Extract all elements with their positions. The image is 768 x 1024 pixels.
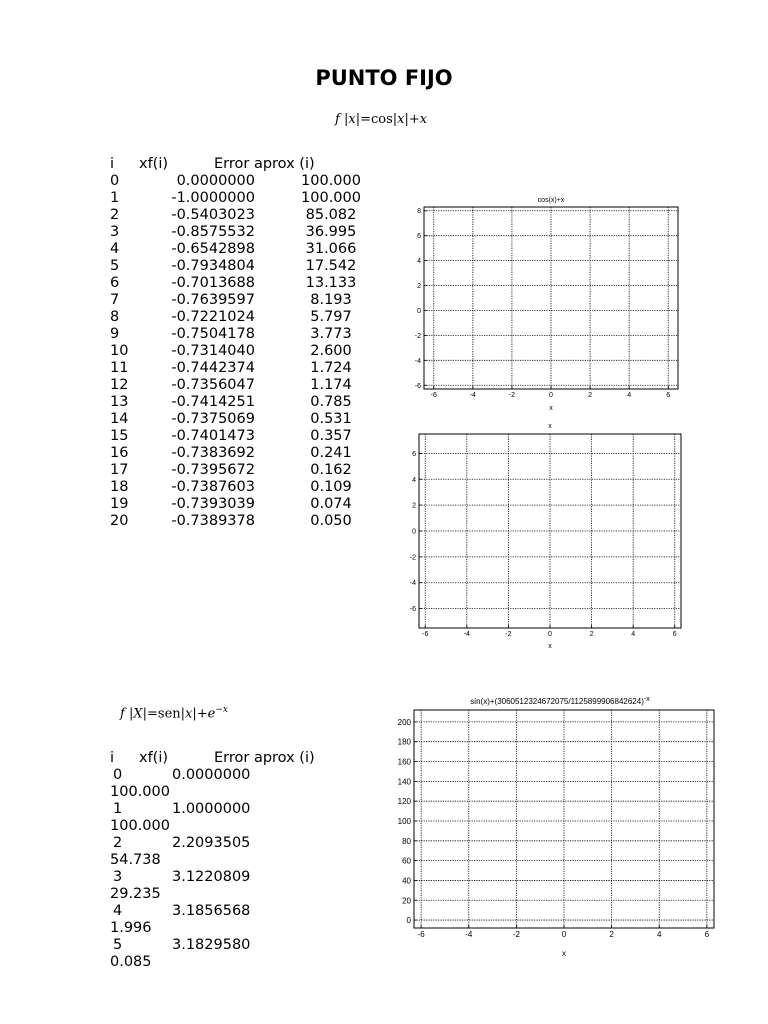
x-tick-label: 4 (627, 392, 632, 399)
cell-error: 0.357 (310, 428, 352, 444)
cell-xf: -1.0000000 (171, 190, 255, 206)
cell-error: 0.531 (310, 411, 352, 427)
formula2-eq: =sen (147, 706, 181, 722)
cell-i: 1 (113, 801, 123, 817)
table2-header (110, 750, 380, 767)
x-tick-label: -6 (430, 392, 437, 399)
table-row (110, 292, 380, 309)
cell-xf: -0.6542898 (171, 241, 255, 257)
formula2-exp: −x (215, 705, 228, 715)
cell-xf: -0.7934804 (171, 258, 255, 274)
x-tick-label: 2 (588, 392, 593, 399)
y-tick-label: 180 (397, 737, 411, 747)
cell-error: 100.000 (301, 173, 361, 189)
y-tick-label: 4 (417, 258, 421, 266)
cell-i: 20 (110, 513, 129, 529)
y-tick-label: 0 (406, 916, 411, 926)
table-row (110, 173, 380, 190)
cell-i: 3 (110, 224, 120, 240)
cell-error: 0.085 (110, 954, 152, 970)
x-tick-label: 0 (561, 930, 567, 939)
y-tick-label: -4 (409, 580, 416, 588)
cell-xf: -0.7383692 (171, 445, 255, 461)
header-error: Error aprox (i) (214, 156, 315, 172)
y-tick-label: 40 (402, 876, 411, 886)
cell-error: 1.724 (310, 360, 352, 376)
formula-sen: f $|X|=sen|x|+e^{-x}$ (120, 705, 228, 722)
table-row (110, 462, 380, 479)
cell-error: 0.050 (310, 513, 352, 529)
table-header (110, 156, 380, 173)
cell-i: 13 (110, 394, 129, 410)
cell-xf: 2.2093505 (172, 835, 251, 851)
cell-i: 2 (113, 835, 123, 851)
cell-xf: -0.7393039 (171, 496, 255, 512)
chart-title: sin(x)+(3060512324672075/1125899906842624)-x (470, 696, 650, 706)
cell-xf: -0.7395672 (171, 462, 255, 478)
header2-error: Error aprox (i) (214, 750, 315, 766)
x-tick-label: -6 (422, 631, 429, 638)
cell-i: 15 (110, 428, 129, 444)
y-tick-label: -6 (414, 382, 421, 390)
cell-i: 0 (110, 173, 120, 189)
y-tick-label: 100 (397, 816, 411, 826)
cell-i: 6 (110, 275, 120, 291)
cell-i: 8 (110, 309, 120, 325)
cell-xf: -0.7314040 (171, 343, 255, 359)
cell-i: 3 (113, 869, 123, 885)
formula2-var: X (133, 706, 143, 722)
y-tick-label: -6 (409, 606, 416, 614)
table-row (110, 835, 380, 852)
cell-error: 8.193 (310, 292, 352, 308)
cell-error: 0.785 (310, 394, 352, 410)
x-tick-label: 2 (589, 631, 594, 638)
cell-i: 4 (110, 241, 120, 257)
cell-error: 31.066 (305, 241, 357, 257)
formula2-arg: x (185, 706, 193, 722)
cell-error: 100.000 (110, 818, 170, 834)
header-i: i (110, 156, 115, 172)
x-tick-label: -4 (465, 930, 473, 939)
x-tick-label: -4 (463, 631, 470, 638)
cell-i: 5 (110, 258, 120, 274)
table-cos (110, 156, 380, 530)
table-row-continuation (110, 920, 380, 937)
cell-error: 17.542 (305, 258, 357, 274)
table-row (110, 937, 380, 954)
formula-lhs: f (335, 112, 340, 127)
header2-xf: xf(i) (139, 750, 169, 766)
y-tick-label: 8 (417, 208, 421, 216)
x-tick-label: 6 (666, 392, 671, 399)
cell-i: 17 (110, 462, 129, 478)
y-tick-label: 0 (412, 528, 416, 536)
cell-xf: -0.8575532 (171, 224, 255, 240)
y-tick-label: 6 (417, 233, 421, 241)
table-row (110, 496, 380, 513)
cell-i: 2 (110, 207, 120, 223)
formula2-lhs: f (120, 706, 125, 722)
cell-xf: -0.7442374 (171, 360, 255, 376)
y-tick-label: 140 (397, 777, 411, 787)
table-row (110, 343, 380, 360)
y-tick-label: 160 (397, 757, 411, 767)
cell-xf: -0.7414251 (171, 394, 255, 410)
cell-error: 1.996 (110, 920, 152, 936)
cell-i: 14 (110, 411, 129, 427)
table-row-continuation (110, 886, 380, 903)
cell-error: 5.797 (310, 309, 352, 325)
header-xf: xf(i) (139, 156, 169, 172)
table-row (110, 377, 380, 394)
formula-arg: x (397, 112, 405, 127)
y-tick-label: 120 (397, 797, 411, 807)
cell-error: 0.162 (310, 462, 352, 478)
y-tick-label: 2 (417, 283, 421, 291)
chart-sin-x-plus-exp (360, 692, 725, 960)
cell-xf: 3.1220809 (172, 869, 251, 885)
cell-i: 9 (110, 326, 120, 342)
cell-i: 5 (113, 937, 123, 953)
cell-xf: -0.7401473 (171, 428, 255, 444)
cell-xf: -0.7356047 (171, 377, 255, 393)
cell-xf: -0.7013688 (171, 275, 255, 291)
x-tick-label: 6 (704, 930, 710, 939)
x-tick-label: -2 (505, 631, 512, 638)
y-tick-label: -2 (409, 554, 416, 562)
cell-xf: 3.1829580 (172, 937, 251, 953)
x-tick-label: 4 (631, 631, 636, 638)
cell-error: 100.000 (110, 784, 170, 800)
cell-xf: -0.5403023 (171, 207, 255, 223)
table-row-continuation (110, 784, 380, 801)
table-row (110, 360, 380, 377)
cell-error: 54.738 (110, 852, 161, 868)
cell-i: 18 (110, 479, 129, 495)
formula-plus: +x (408, 112, 428, 127)
table-row (110, 224, 380, 241)
table-row (110, 767, 380, 784)
x-tick-label: 2 (609, 930, 614, 939)
formula-eq: =cos (360, 112, 393, 127)
table-row (110, 801, 380, 818)
cell-xf: -0.7221024 (171, 309, 255, 325)
x-tick-label: 4 (657, 930, 662, 939)
chart-title-exponent: -x (643, 696, 650, 703)
formula2-plus: +e (196, 706, 216, 722)
cell-error: 2.600 (310, 343, 352, 359)
chart-title: x (548, 423, 552, 430)
cell-error: 3.773 (310, 326, 352, 342)
cell-i: 7 (110, 292, 120, 308)
x-tick-label: -6 (417, 930, 425, 939)
cell-xf: 0.0000000 (172, 767, 251, 783)
chart-x (400, 418, 690, 654)
y-tick-label: 80 (402, 836, 411, 846)
table-row (110, 903, 380, 920)
x-tick-label: 0 (549, 392, 553, 399)
x-axis-label: x (548, 643, 552, 650)
cell-error: 0.109 (310, 479, 352, 495)
y-tick-label: 6 (412, 450, 416, 458)
cell-xf: -0.7639597 (171, 292, 255, 308)
y-tick-label: 20 (402, 896, 411, 906)
cell-xf: 3.1856568 (172, 903, 251, 919)
cell-i: 12 (110, 377, 129, 393)
cell-xf: 1.0000000 (172, 801, 251, 817)
y-tick-label: -2 (414, 332, 421, 340)
table-row (110, 275, 380, 292)
table-row (110, 241, 380, 258)
x-axis-label: x (562, 949, 566, 958)
cell-error: 13.133 (305, 275, 357, 291)
cell-i: 19 (110, 496, 129, 512)
table-row-continuation (110, 852, 380, 869)
cell-i: 1 (110, 190, 120, 206)
table-row-continuation (110, 954, 380, 971)
cell-xf: -0.7389378 (171, 513, 255, 529)
cell-i: 10 (110, 343, 129, 359)
x-axis-label: x (549, 405, 553, 412)
cell-xf: -0.7504178 (171, 326, 255, 342)
y-tick-label: 2 (412, 502, 416, 510)
page-title: PUNTO FIJO (315, 66, 453, 90)
cell-xf: -0.7387603 (171, 479, 255, 495)
table-row-continuation (110, 818, 380, 835)
table-row (110, 394, 380, 411)
table-row (110, 513, 380, 530)
cell-i: 16 (110, 445, 129, 461)
table-row (110, 207, 380, 224)
y-tick-label: 60 (402, 856, 411, 866)
cell-i: 11 (110, 360, 129, 376)
cell-xf: -0.7375069 (171, 411, 255, 427)
table-row (110, 326, 380, 343)
chart-cos-x-plus-x (408, 192, 683, 414)
y-tick-label: 4 (412, 476, 416, 484)
table-row (110, 479, 380, 496)
table-row (110, 190, 380, 207)
chart-title: cos(x)+x (537, 197, 565, 204)
y-tick-label: -4 (414, 357, 421, 365)
x-tick-label: 0 (548, 631, 552, 638)
x-tick-label: -2 (508, 392, 516, 399)
table-row (110, 411, 380, 428)
formula-var: x (348, 112, 356, 127)
formula-cos: f |x|=cos|x|+x (335, 112, 428, 127)
x-tick-label: -2 (512, 930, 520, 939)
cell-error: 29.235 (110, 886, 161, 902)
cell-error: 36.995 (305, 224, 357, 240)
cell-error: 100.000 (301, 190, 361, 206)
cell-error: 1.174 (310, 377, 352, 393)
cell-error: 85.082 (305, 207, 357, 223)
header2-i: i (110, 750, 115, 766)
cell-error: 0.241 (310, 445, 352, 461)
table-sen (110, 750, 380, 971)
table-row (110, 258, 380, 275)
y-tick-label: 0 (417, 307, 421, 315)
cell-i: 0 (113, 767, 123, 783)
cell-error: 0.074 (310, 496, 352, 512)
x-tick-label: 6 (672, 631, 677, 638)
x-tick-label: -4 (469, 392, 476, 399)
table-row (110, 428, 380, 445)
y-tick-label: 200 (397, 717, 411, 727)
cell-xf: 0.0000000 (176, 173, 255, 189)
table-row (110, 445, 380, 462)
table-row (110, 869, 380, 886)
cell-i: 4 (113, 903, 123, 919)
table-row (110, 309, 380, 326)
